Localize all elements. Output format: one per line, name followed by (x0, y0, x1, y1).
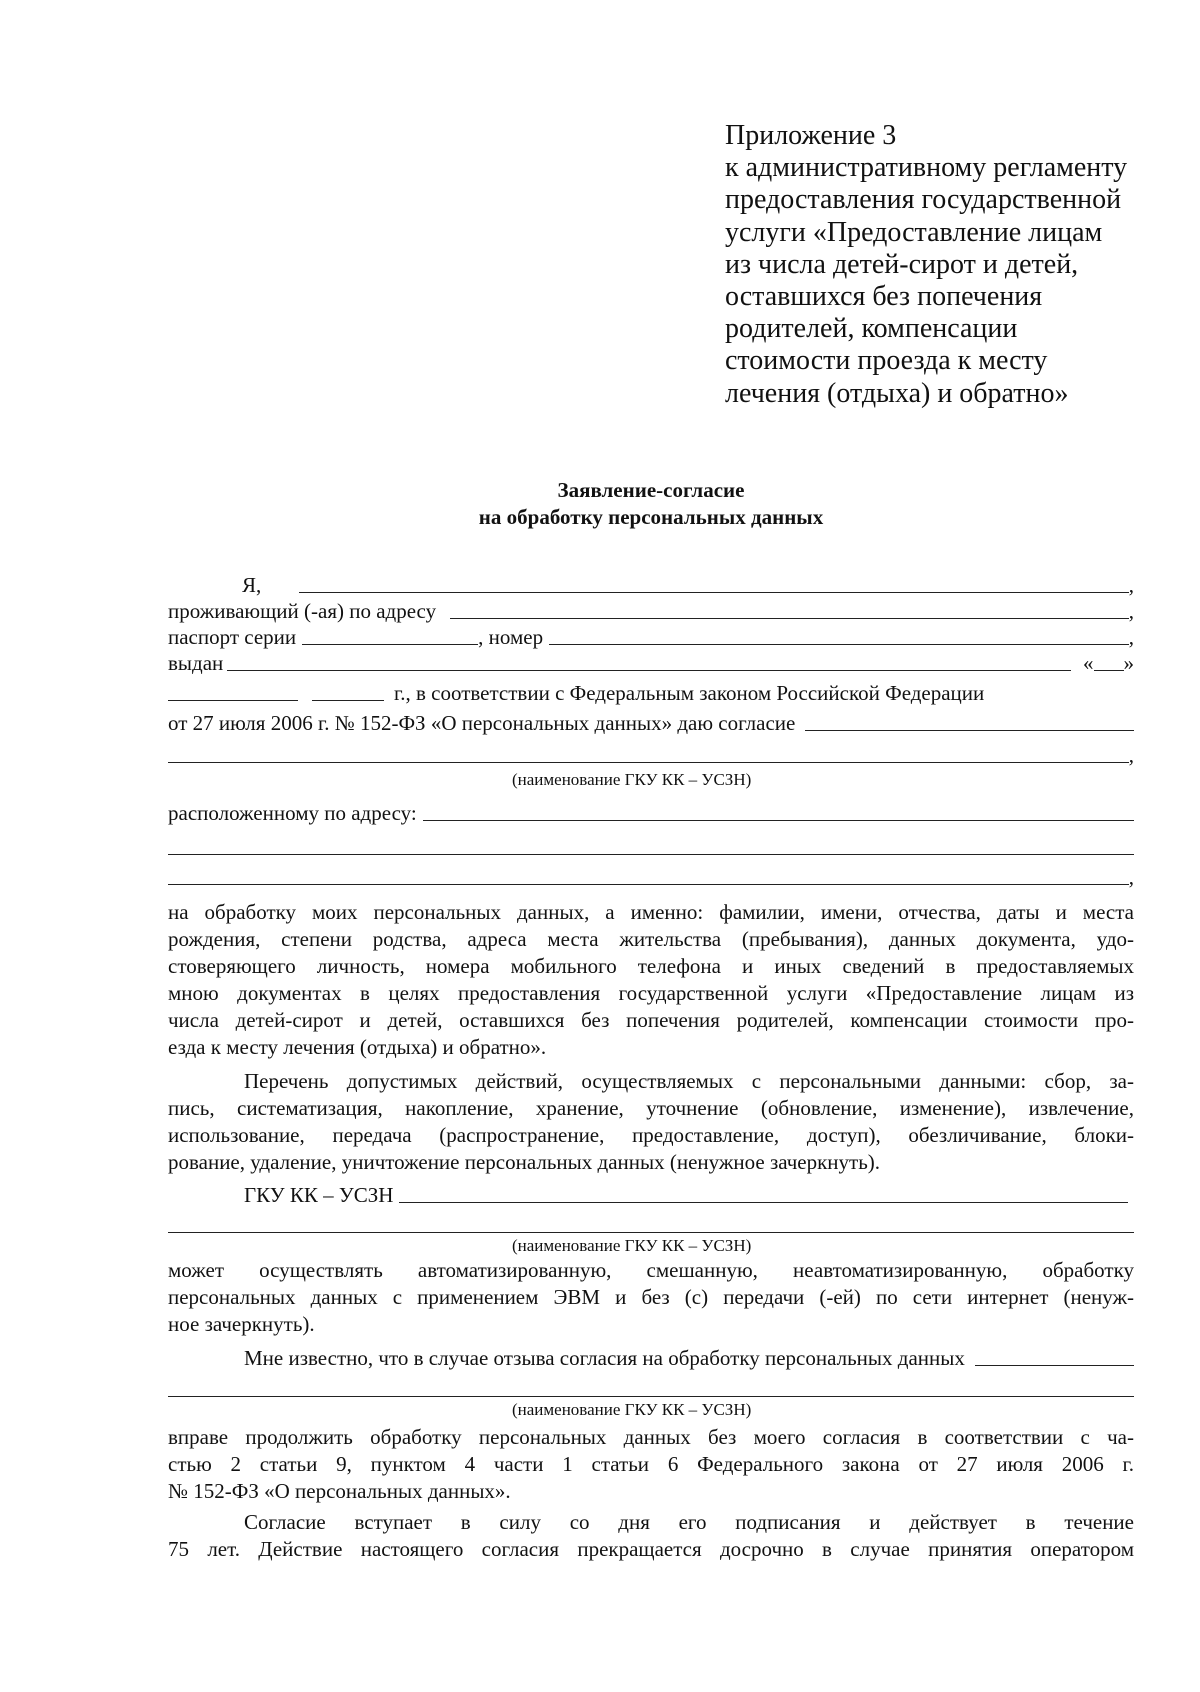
comma: , (1128, 865, 1134, 889)
issued-label: выдан (168, 651, 224, 675)
consent-text: от 27 июля 2006 г. № 152-ФЗ «О персональных данных» даю согласие (168, 711, 796, 735)
text-line: Согласие вступает в силу со дня его подписания и действует в течение (244, 1510, 1134, 1534)
document-subtitle: на обработку персональных данных (478, 505, 824, 529)
passport-number-field[interactable] (549, 643, 1129, 645)
org-address-field-3[interactable] (168, 883, 1129, 885)
org-address-field-2[interactable] (168, 853, 1134, 855)
paragraph-legal-basis (168, 1424, 1134, 1505)
appendix-line: к административному регламенту (725, 152, 1128, 184)
appendix-line: Приложение 3 (725, 120, 897, 151)
document-title: Заявление-согласие (557, 478, 745, 502)
text-line: рождения, степени родства, адреса места жительства (пребывания), данных документа, удо- (168, 927, 1134, 951)
comma: , (1128, 573, 1134, 597)
gku-line (168, 1178, 1134, 1208)
org-caption-3: (наименование ГКУ КК – УСЗН) (512, 1400, 752, 1419)
consent-org-field[interactable] (805, 729, 1134, 731)
org-address-line-3 (168, 860, 1134, 890)
issue-year-field[interactable] (312, 699, 384, 701)
text-line: Перечень допустимых действий, осуществляемых с персональными данными: сбор, за- (244, 1069, 1134, 1093)
org-caption-2: (наименование ГКУ КК – УСЗН) (512, 1236, 752, 1255)
appendix-line: лечения (отдыха) и обратно» (725, 377, 1069, 409)
org-address-field[interactable] (423, 819, 1134, 821)
text-line: рование, удаление, уничтожение персональных данных (ненужное зачеркнуть). (168, 1150, 881, 1174)
quote-open: « (1083, 651, 1094, 675)
paragraph-actions (168, 1068, 1134, 1176)
address-field[interactable] (450, 617, 1129, 619)
text-line: стоверяющего личность, номера мобильного телефона и иных сведений в предоставляемых (168, 954, 1134, 978)
appendix-line: родителей, компенсации (725, 313, 1018, 345)
address-label: проживающий (-ая) по адресу (168, 599, 437, 623)
passport-series-field[interactable] (302, 643, 478, 645)
appendix-block (725, 120, 1185, 410)
withdrawal-line-2 (168, 1372, 1134, 1402)
passport-series-label: паспорт серии (168, 625, 297, 649)
gku-field-2[interactable] (168, 1231, 1134, 1233)
text-line: езда к месту лечения (отдыха) и обратно». (168, 1035, 547, 1059)
consent-line (168, 706, 1134, 736)
ya-label: Я, (242, 573, 262, 597)
text-line: ное зачеркнуть). (168, 1312, 315, 1336)
paragraph-consent-scope (168, 899, 1134, 1061)
text-line: на обработку моих персональных данных, а именно: фамилии, имени, отчества, даты и места (168, 900, 1134, 924)
issue-day-field[interactable] (1094, 669, 1124, 671)
comma: , (1128, 743, 1134, 767)
text-line: использование, передача (распространение, предоставление, доступ), обезличивание, блоки- (168, 1123, 1134, 1147)
gku-line-2 (168, 1208, 1134, 1238)
org-address-line-2 (168, 830, 1134, 860)
withdrawal-org-field-2[interactable] (168, 1395, 1134, 1397)
appendix-line: стоимости проезда к месту (725, 345, 1048, 377)
text-line: 75 лет. Действие настоящего согласия прекращается досрочно в случае принятия оператором (168, 1537, 1134, 1561)
appendix-line: услуги «Предоставление лицам (725, 216, 1103, 248)
text-line: № 152-ФЗ «О персональных данных». (168, 1479, 511, 1503)
text-line: стью 2 статьи 9, пунктом 4 части 1 статьи 6 Федерального закона от 27 июля 2006 г. (168, 1452, 1134, 1476)
gku-field[interactable] (399, 1201, 1128, 1203)
text-line: числа детей-сирот и детей, оставшихся без попечения родителей, компенсации стоимости про- (168, 1008, 1134, 1032)
issue-month-field[interactable] (168, 699, 298, 701)
comma: , (1128, 625, 1134, 649)
passport-number-label: , номер (478, 625, 544, 649)
text-line: может осуществлять автоматизированную, смешанную, неавтоматизированную, обработку (168, 1258, 1134, 1282)
text-line: мною документах в целях предоставления государственной услуги «Предоставление лицам из (168, 981, 1134, 1005)
withdrawal-text: Мне известно, что в случае отзыва согласия на обработку персональных данных (244, 1346, 965, 1370)
issued-by-field[interactable] (227, 669, 1071, 671)
withdrawal-line (168, 1341, 1134, 1371)
appendix-line: из числа детей-сирот и детей, (725, 248, 1079, 280)
text-line: персональных данных с применением ЭВМ и без (с) передачи (-ей) по сети интернет (ненуж- (168, 1285, 1134, 1309)
appendix-line: предоставления государственной (725, 184, 1122, 216)
org-name-field[interactable] (168, 761, 1129, 763)
withdrawal-org-field[interactable] (975, 1364, 1134, 1366)
located-label: расположенному по адресу: (168, 801, 417, 825)
quote-close: » (1123, 651, 1134, 675)
law-line (168, 676, 1134, 706)
comma: , (1128, 599, 1134, 623)
appendix-line: оставшихся без попечения (725, 281, 1043, 313)
gku-label: ГКУ КК – УСЗН (244, 1183, 394, 1207)
org-caption: (наименование ГКУ КК – УСЗН) (512, 770, 752, 789)
law-text: г., в соответствии с Федеральным законом Российской Федерации (394, 681, 985, 705)
org-line (168, 738, 1134, 768)
issued-line (168, 646, 1134, 676)
full-name-field[interactable] (299, 591, 1128, 593)
text-line: пись, систематизация, накопление, хранение, уточнение (обновление, изменение), извлечение, (168, 1096, 1134, 1120)
paragraph-validity (168, 1509, 1134, 1563)
text-line: вправе продолжить обработку персональных данных без моего согласия в соответствии с ча- (168, 1425, 1134, 1449)
paragraph-processing (168, 1257, 1134, 1338)
located-line (168, 796, 1134, 826)
